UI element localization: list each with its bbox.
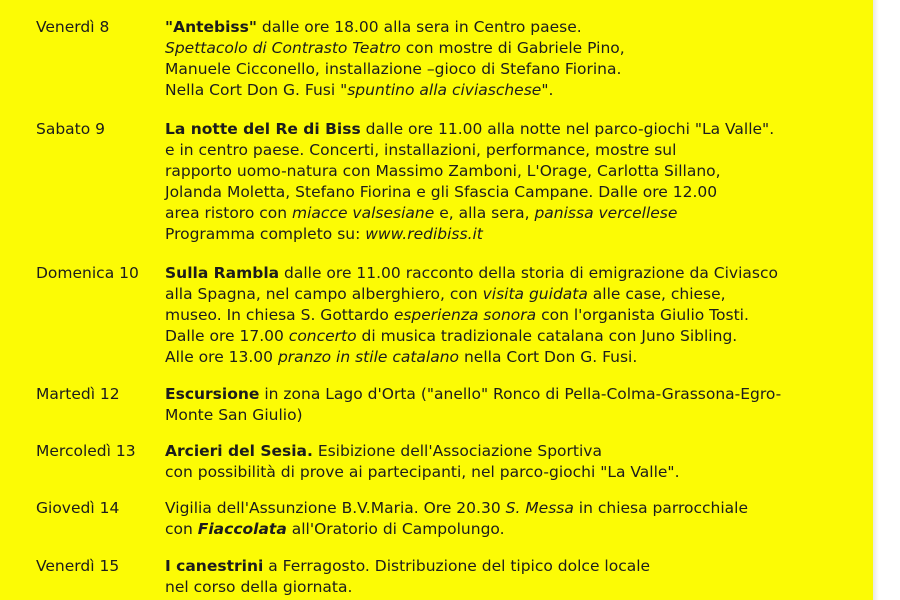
- event-description-line: [165, 577, 865, 598]
- event-description-line: [165, 519, 865, 540]
- plain-text: alla Spagna, nel campo alberghiero, con: [165, 285, 483, 303]
- emphasized-text: www.redibiss.it: [365, 225, 483, 243]
- event-description-line: [165, 384, 865, 405]
- event-date: Giovedì 14: [36, 499, 120, 517]
- emphasized-text: Sulla Rambla: [165, 264, 280, 282]
- paper-edge-margin: [873, 0, 900, 600]
- event-description-line: [165, 59, 865, 80]
- plain-text: Jolanda Moletta, Stefano Fiorina e gli Sfascia Campane. Dalle ore 12.00: [165, 183, 718, 201]
- plain-text: Esibizione dell'Associazione Sportiva: [312, 442, 602, 460]
- plain-text: .: [548, 81, 554, 99]
- plain-text: museo. In chiesa S. Gottardo: [165, 306, 394, 324]
- plain-text: in zona Lago d'Orta ("anello" Ronco di Pella-Colma-Grassona-Egro-: [259, 385, 782, 403]
- event-description-line: [165, 284, 865, 305]
- event-description-line: [165, 462, 865, 483]
- emphasized-text: I canestrini: [165, 557, 264, 575]
- plain-text: con l'organista Giulio Tosti.: [536, 306, 749, 324]
- event-description-line: [165, 263, 865, 284]
- event-date: Martedì 12: [36, 385, 120, 403]
- plain-text: Programma completo su:: [165, 225, 366, 243]
- emphasized-text: "spuntino alla civiaschese": [340, 81, 549, 99]
- plain-text: di musica tradizionale catalana con Juno Sibling.: [356, 327, 738, 345]
- plain-text: area ristoro con: [165, 204, 293, 222]
- emphasized-text: "Antebiss": [165, 18, 257, 36]
- plain-text: rapporto uomo-natura con Massimo Zamboni, L'Orage, Carlotta Sillano,: [165, 162, 721, 180]
- event-description-line: [165, 119, 865, 140]
- event-description: [165, 441, 865, 483]
- plain-text: Nella Cort Don G. Fusi: [165, 81, 341, 99]
- emphasized-text: Escursione: [165, 385, 260, 403]
- event-description-line: [165, 161, 865, 182]
- event-description-line: [165, 140, 865, 161]
- event-description: [165, 17, 865, 101]
- event-description: [165, 556, 865, 598]
- event-date: Venerdì 15: [36, 557, 120, 575]
- plain-text: a Ferragosto. Distribuzione del tipico dolce locale: [263, 557, 651, 575]
- emphasized-text: esperienza sonora: [393, 306, 537, 324]
- emphasized-text: miacce valsesiane: [292, 204, 435, 222]
- plain-text: alle case, chiese,: [587, 285, 726, 303]
- emphasized-text: S. Messa: [505, 499, 574, 517]
- event-date: Domenica 10: [36, 264, 139, 282]
- plain-text: dalle ore 18.00 alla sera in Centro paese.: [256, 18, 582, 36]
- emphasized-text: La notte del Re di Biss: [165, 120, 361, 138]
- event-date: Sabato 9: [36, 120, 106, 138]
- event-description-line: [165, 347, 865, 368]
- plain-text: con mostre di Gabriele Pino,: [400, 39, 625, 57]
- emphasized-text: Spettacolo di Contrasto Teatro: [165, 39, 401, 57]
- event-description-line: [165, 38, 865, 59]
- plain-text: Dalle ore 17.00: [165, 327, 289, 345]
- event-description-line: [165, 405, 865, 426]
- event-description-line: [165, 203, 865, 224]
- plain-text: e, alla sera,: [434, 204, 535, 222]
- event-description: [165, 498, 865, 540]
- plain-text: nel corso della giornata.: [165, 578, 353, 596]
- plain-text: Manuele Cicconello, installazione –gioco di Stefano Fiorina.: [165, 60, 622, 78]
- emphasized-text: Fiaccolata: [197, 520, 287, 538]
- event-date: Venerdì 8: [36, 18, 110, 36]
- emphasized-text: visita guidata: [482, 285, 588, 303]
- event-description-line: [165, 498, 865, 519]
- event-description: [165, 119, 865, 245]
- plain-text: Monte San Giulio): [165, 406, 303, 424]
- plain-text: nella Cort Don G. Fusi.: [459, 348, 638, 366]
- event-description-line: [165, 17, 865, 38]
- plain-text: Alle ore 13.00: [165, 348, 278, 366]
- plain-text: in chiesa parrocchiale: [573, 499, 749, 517]
- plain-text: con: [165, 520, 198, 538]
- event-description-line: [165, 305, 865, 326]
- event-description-line: [165, 326, 865, 347]
- emphasized-text: panissa vercellese: [534, 204, 678, 222]
- event-description: [165, 263, 865, 368]
- event-date: Mercoledì 13: [36, 442, 136, 460]
- plain-text: dalle ore 11.00 racconto della storia di emigrazione da Civiasco: [279, 264, 778, 282]
- event-description-line: [165, 224, 865, 245]
- event-description-line: [165, 80, 865, 101]
- emphasized-text: Arcieri del Sesia.: [165, 442, 313, 460]
- plain-text: dalle ore 11.00 alla notte nel parco-giochi "La Valle".: [360, 120, 775, 138]
- emphasized-text: pranzo in stile catalano: [277, 348, 460, 366]
- plain-text: Vigilia dell'Assunzione B.V.Maria. Ore 20.30: [165, 499, 506, 517]
- plain-text: con possibilità di prove ai partecipanti, nel parco-giochi "La Valle".: [165, 463, 680, 481]
- event-description-line: [165, 182, 865, 203]
- event-description-line: [165, 441, 865, 462]
- plain-text: all'Oratorio di Campolungo.: [286, 520, 505, 538]
- plain-text: e in centro paese. Concerti, installazioni, performance, mostre sul: [165, 141, 677, 159]
- emphasized-text: concerto: [288, 327, 357, 345]
- event-description-line: [165, 556, 865, 577]
- event-description: [165, 384, 865, 426]
